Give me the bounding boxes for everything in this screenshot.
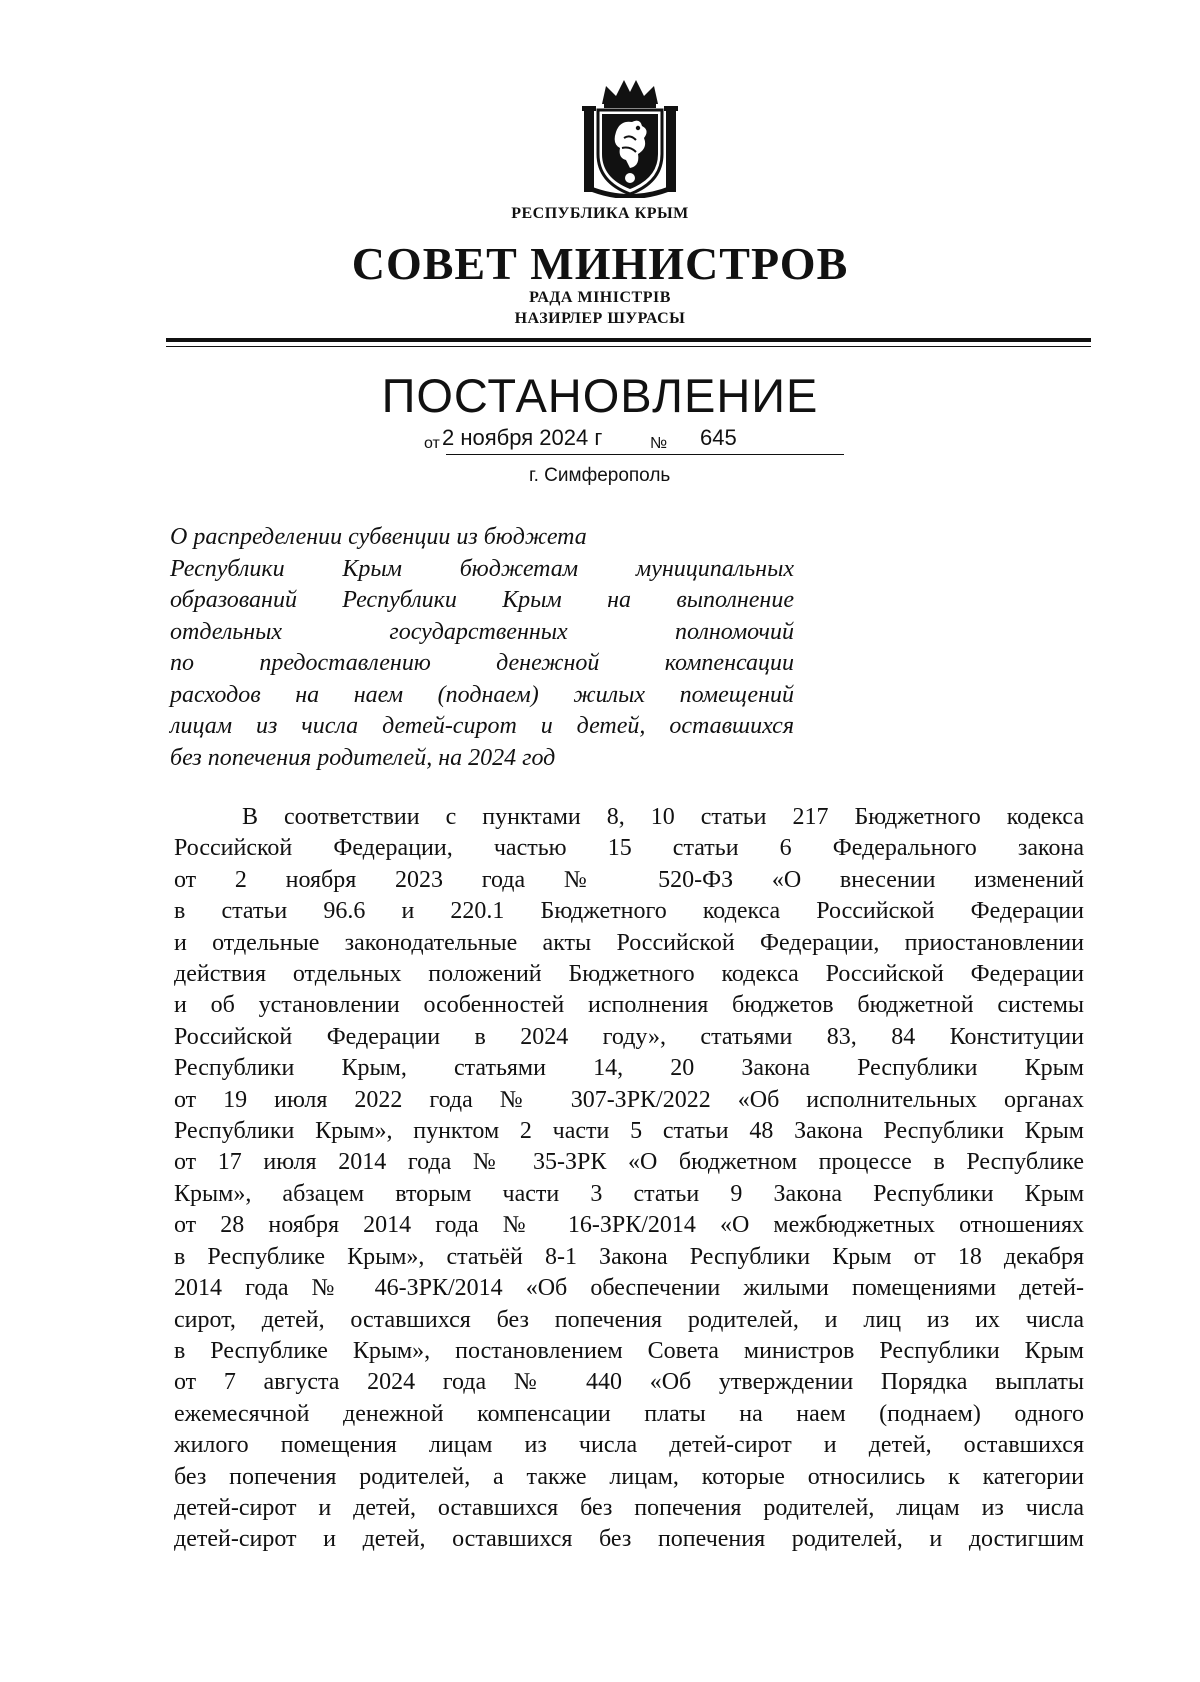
body-line: Республики Крым, статьями 14, 20 Закона Республики Крым	[174, 1055, 1084, 1082]
header-divider-thin	[166, 346, 1091, 347]
body-line: В соответствии с пунктами 8, 10 статьи 217 Бюджетного кодекса	[242, 804, 1084, 830]
body-line: Российской Федерации, частью 15 статьи 6 Федерального закона	[174, 835, 1084, 862]
subject-line: образований Республики Крым на выполнение	[170, 587, 794, 613]
body-line: детей-сирот и детей, оставшихся без попечения родителей, лицам из числа	[174, 1494, 1084, 1521]
document-city: г. Симферополь	[529, 465, 671, 486]
body-line: в статьи 96.6 и 220.1 Бюджетного кодекса Российской Федерации	[174, 898, 1084, 925]
document-type-title: ПОСТАНОВЛЕНИЕ	[381, 369, 819, 422]
subject-line: лицам из числа детей-сирот и детей, оставшихся	[170, 713, 794, 739]
body-line: от 2 ноября 2023 года № 520-ФЗ «О внесении изменений	[174, 866, 1084, 893]
date-prefix-label: от	[424, 435, 440, 452]
body-line: действия отдельных положений Бюджетного кодекса Российской Федерации	[174, 961, 1084, 988]
date-number-underline	[446, 454, 844, 455]
body-line: детей-сирот и детей, оставшихся без попечения родителей, и достигшим	[174, 1526, 1084, 1553]
republic-name: РЕСПУБЛИКА КРЫМ	[511, 205, 689, 222]
body-line: от 7 августа 2024 года № 440 «Об утверждении Порядка выплаты	[174, 1369, 1084, 1396]
document-body	[174, 802, 1084, 1556]
body-line: и отдельные законодательные акты Российской Федерации, приостановлении	[174, 929, 1084, 956]
body-line: от 28 ноября 2014 года № 16-ЗРК/2014 «О межбюджетных отношениях	[174, 1212, 1084, 1239]
body-line: Российской Федерации в 2024 году», статьями 83, 84 Конституции	[174, 1023, 1084, 1050]
body-line: в Республике Крым», постановлением Совета министров Республики Крым	[174, 1337, 1084, 1364]
body-line: от 19 июля 2022 года № 307-ЗРК/2022 «Об исполнительных органах	[174, 1086, 1084, 1113]
body-line: в Республике Крым», статьёй 8-1 Закона Республики Крым от 18 декабря	[174, 1243, 1084, 1270]
subject-line: без попечения родителей, на 2024 год	[170, 744, 556, 771]
header-divider-thick	[166, 338, 1091, 342]
document-date: 2 ноября 2024 г	[442, 425, 603, 450]
body-line: от 17 июля 2014 года № 35-ЗРК «О бюджетном процессе в Республике	[174, 1149, 1084, 1176]
document-number: 645	[700, 425, 737, 450]
body-line: Крым», абзацем вторым части 3 статьи 9 Закона Республики Крым	[174, 1180, 1084, 1207]
council-title-ukrainian: РАДА МІНІСТРІВ	[529, 289, 671, 306]
body-line: и об установлении особенностей исполнения бюджетов бюджетной системы	[174, 992, 1084, 1019]
body-line: 2014 года № 46-ЗРК/2014 «Об обеспечении жилыми помещениями детей-	[174, 1275, 1084, 1302]
subject-line: отдельных государственных полномочий	[170, 618, 794, 645]
council-title: СОВЕТ МИНИСТРОВ	[351, 238, 849, 289]
council-title-crimean-tatar: НАЗИРЛЕР ШУРАСЫ	[514, 310, 686, 327]
subject-line: по предоставлению денежной компенсации	[170, 650, 794, 676]
body-line: Республики Крым», пунктом 2 части 5 статьи 48 Закона Республики Крым	[174, 1118, 1084, 1145]
subject-line: Республики Крым бюджетам муниципальных	[170, 555, 794, 582]
number-prefix-label: №	[650, 435, 668, 452]
body-line: без попечения родителей, а также лицам, которые относились к категории	[174, 1463, 1084, 1490]
date-number-line	[424, 425, 844, 455]
body-line: жилого помещения лицам из числа детей-сирот и детей, оставшихся	[174, 1432, 1084, 1459]
document-subject	[170, 522, 794, 774]
subject-line: О распределении субвенции из бюджета	[170, 524, 587, 550]
coat-of-arms-emblem-icon	[580, 74, 680, 198]
body-line: сирот, детей, оставшихся без попечения родителей, и лиц из их числа	[174, 1306, 1084, 1333]
body-line: ежемесячной денежной компенсации платы на наем (поднаем) одного	[174, 1400, 1084, 1427]
subject-line: расходов на наем (поднаем) жилых помещений	[170, 681, 794, 708]
